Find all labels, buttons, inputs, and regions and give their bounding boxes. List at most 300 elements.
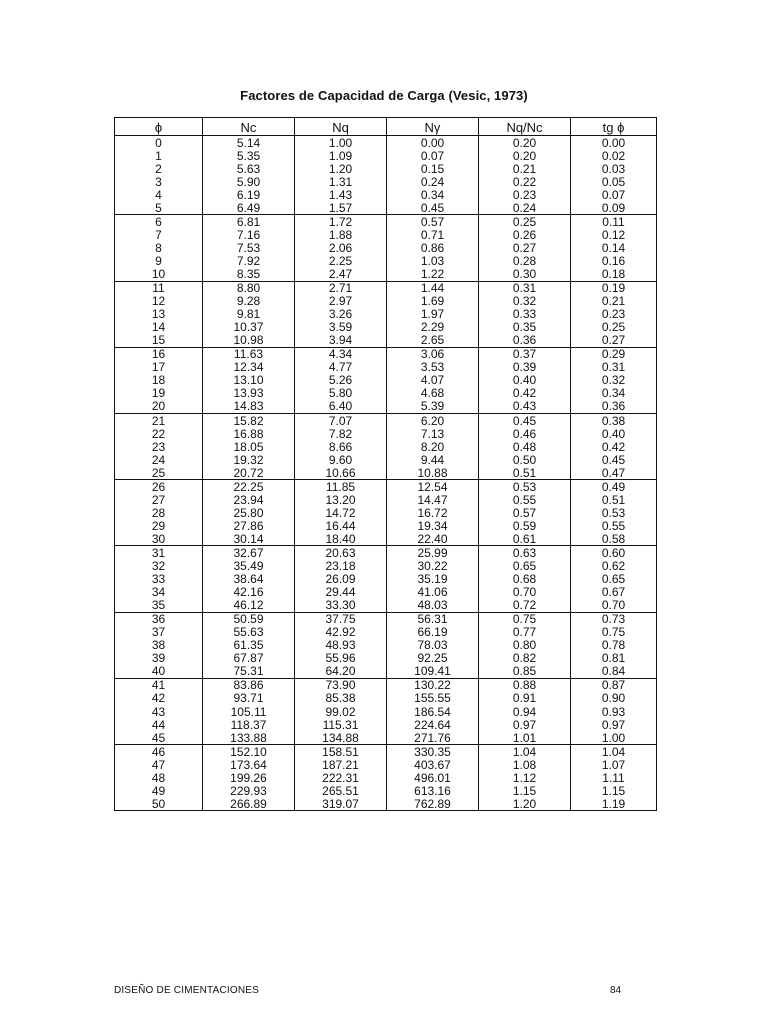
cell-nq: 7.82 [295,427,387,440]
cell-ngamma: 330.35 [387,745,479,759]
cell-ngamma: 2.65 [387,334,479,348]
cell-nc: 9.28 [203,295,295,308]
cell-tg-phi: 0.65 [571,573,657,586]
cell-ngamma: 224.64 [387,718,479,731]
cell-nq: 18.40 [295,532,387,546]
cell-ngamma: 78.03 [387,639,479,652]
cell-nq-nc: 0.33 [479,308,571,321]
cell-nc: 50.59 [203,612,295,626]
cell-ngamma: 4.68 [387,387,479,400]
cell-nc: 8.80 [203,281,295,295]
cell-ngamma: 19.34 [387,519,479,532]
cell-phi: 19 [115,387,203,400]
cell-nq-nc: 0.45 [479,413,571,427]
cell-nq: 73.90 [295,678,387,692]
cell-nq-nc: 0.80 [479,639,571,652]
cell-nq-nc: 0.88 [479,678,571,692]
cell-nq-nc: 0.85 [479,665,571,679]
table-row [115,758,657,771]
cell-ngamma: 1.03 [387,254,479,267]
cell-phi: 36 [115,612,203,626]
cell-phi: 24 [115,453,203,466]
cell-nq-nc: 1.12 [479,771,571,784]
cell-nc: 5.14 [203,136,295,150]
cell-ngamma: 30.22 [387,560,479,573]
cell-nq-nc: 1.04 [479,745,571,759]
cell-phi: 44 [115,718,203,731]
table-row [115,374,657,387]
cell-nq-nc: 0.20 [479,136,571,150]
cell-tg-phi: 0.51 [571,493,657,506]
table-row [115,427,657,440]
cell-tg-phi: 0.75 [571,626,657,639]
table-row [115,295,657,308]
cell-nq-nc: 0.65 [479,560,571,573]
cell-nq-nc: 1.15 [479,784,571,797]
table-row [115,639,657,652]
cell-tg-phi: 0.42 [571,440,657,453]
table-row [115,228,657,241]
cell-tg-phi: 0.67 [571,586,657,599]
table-row [115,626,657,639]
cell-ngamma: 186.54 [387,705,479,718]
table-row [115,612,657,626]
cell-nq-nc: 0.94 [479,705,571,718]
cell-nc: 22.25 [203,480,295,494]
cell-nq-nc: 0.40 [479,374,571,387]
cell-phi: 5 [115,201,203,215]
cell-nc: 5.90 [203,175,295,188]
cell-tg-phi: 1.04 [571,745,657,759]
cell-ngamma: 16.72 [387,506,479,519]
cell-nq: 2.97 [295,295,387,308]
cell-ngamma: 0.24 [387,175,479,188]
table-row [115,546,657,560]
cell-nq: 3.94 [295,334,387,348]
cell-ngamma: 0.86 [387,241,479,254]
cell-nq: 4.34 [295,347,387,361]
cell-nq: 37.75 [295,612,387,626]
cell-nc: 7.92 [203,254,295,267]
cell-nq-nc: 0.68 [479,573,571,586]
cell-nq: 64.20 [295,665,387,679]
cell-phi: 13 [115,308,203,321]
cell-nc: 42.16 [203,586,295,599]
cell-nq-nc: 0.25 [479,215,571,229]
cell-phi: 7 [115,228,203,241]
cell-nq-nc: 0.97 [479,718,571,731]
cell-tg-phi: 0.84 [571,665,657,679]
cell-phi: 28 [115,506,203,519]
table-row [115,692,657,705]
table-row [115,745,657,759]
table-row [115,453,657,466]
cell-tg-phi: 0.18 [571,267,657,281]
cell-phi: 40 [115,665,203,679]
table-row [115,665,657,679]
cell-ngamma: 0.15 [387,162,479,175]
header-nc: Nc [203,118,295,136]
cell-tg-phi: 0.93 [571,705,657,718]
table-row [115,413,657,427]
cell-phi: 29 [115,519,203,532]
cell-tg-phi: 0.81 [571,652,657,665]
cell-nq: 2.71 [295,281,387,295]
table-row [115,573,657,586]
cell-nq: 16.44 [295,519,387,532]
table-row [115,162,657,175]
cell-nq-nc: 0.32 [479,295,571,308]
cell-nq: 5.80 [295,387,387,400]
table-row [115,321,657,334]
cell-nc: 10.37 [203,321,295,334]
cell-ngamma: 9.44 [387,453,479,466]
cell-phi: 4 [115,188,203,201]
cell-nq-nc: 0.53 [479,480,571,494]
cell-nc: 12.34 [203,361,295,374]
table-row [115,281,657,295]
table-row [115,784,657,797]
cell-nq-nc: 0.82 [479,652,571,665]
cell-phi: 9 [115,254,203,267]
cell-nq: 6.40 [295,400,387,414]
cell-nq-nc: 0.61 [479,532,571,546]
cell-nq-nc: 0.51 [479,466,571,480]
cell-nq-nc: 0.31 [479,281,571,295]
cell-nc: 25.80 [203,506,295,519]
cell-nc: 7.53 [203,241,295,254]
cell-ngamma: 271.76 [387,731,479,745]
table-row [115,387,657,400]
table-row [115,466,657,480]
cell-phi: 3 [115,175,203,188]
cell-nc: 13.93 [203,387,295,400]
cell-phi: 6 [115,215,203,229]
cell-ngamma: 1.97 [387,308,479,321]
cell-ngamma: 3.06 [387,347,479,361]
cell-nc: 32.67 [203,546,295,560]
header-phi: ϕ [115,118,203,136]
table-row [115,493,657,506]
cell-tg-phi: 0.27 [571,334,657,348]
cell-nc: 20.72 [203,466,295,480]
table-row [115,586,657,599]
cell-tg-phi: 0.14 [571,241,657,254]
cell-nc: 27.86 [203,519,295,532]
cell-ngamma: 1.69 [387,295,479,308]
cell-phi: 42 [115,692,203,705]
cell-ngamma: 109.41 [387,665,479,679]
cell-nc: 14.83 [203,400,295,414]
cell-nq-nc: 0.59 [479,519,571,532]
cell-phi: 50 [115,797,203,811]
table-row [115,532,657,546]
cell-nc: 9.81 [203,308,295,321]
cell-nq: 5.26 [295,374,387,387]
table-row [115,440,657,453]
table-row [115,705,657,718]
cell-phi: 23 [115,440,203,453]
cell-phi: 18 [115,374,203,387]
header-row [115,118,657,136]
cell-phi: 35 [115,599,203,613]
cell-nq: 9.60 [295,453,387,466]
cell-nq-nc: 0.57 [479,506,571,519]
cell-nq-nc: 0.72 [479,599,571,613]
cell-nq-nc: 0.22 [479,175,571,188]
cell-nq-nc: 0.48 [479,440,571,453]
table-row [115,678,657,692]
cell-nq: 1.72 [295,215,387,229]
cell-nq: 1.00 [295,136,387,150]
cell-tg-phi: 0.62 [571,560,657,573]
table-header [115,118,657,136]
cell-nq: 8.66 [295,440,387,453]
cell-ngamma: 41.06 [387,586,479,599]
cell-nc: 61.35 [203,639,295,652]
cell-nq: 2.25 [295,254,387,267]
cell-ngamma: 2.29 [387,321,479,334]
cell-phi: 39 [115,652,203,665]
cell-ngamma: 613.16 [387,784,479,797]
cell-tg-phi: 0.07 [571,188,657,201]
cell-ngamma: 35.19 [387,573,479,586]
cell-nq: 7.07 [295,413,387,427]
cell-ngamma: 7.13 [387,427,479,440]
cell-tg-phi: 0.03 [571,162,657,175]
cell-tg-phi: 1.19 [571,797,657,811]
cell-phi: 12 [115,295,203,308]
cell-phi: 21 [115,413,203,427]
cell-nc: 6.49 [203,201,295,215]
cell-nc: 38.64 [203,573,295,586]
table-row [115,599,657,613]
table-row [115,188,657,201]
cell-nq-nc: 0.26 [479,228,571,241]
cell-ngamma: 155.55 [387,692,479,705]
cell-ngamma: 130.22 [387,678,479,692]
cell-nc: 35.49 [203,560,295,573]
table-row [115,267,657,281]
cell-tg-phi: 0.58 [571,532,657,546]
cell-nq: 1.20 [295,162,387,175]
cell-ngamma: 25.99 [387,546,479,560]
cell-nc: 15.82 [203,413,295,427]
cell-nq: 4.77 [295,361,387,374]
cell-ngamma: 0.07 [387,149,479,162]
cell-nq-nc: 1.08 [479,758,571,771]
cell-phi: 45 [115,731,203,745]
header-tg-phi: tg ϕ [571,118,657,136]
cell-nq: 1.43 [295,188,387,201]
cell-tg-phi: 0.21 [571,295,657,308]
cell-nq: 23.18 [295,560,387,573]
table-row [115,347,657,361]
cell-nq-nc: 0.50 [479,453,571,466]
cell-tg-phi: 0.53 [571,506,657,519]
cell-ngamma: 403.67 [387,758,479,771]
cell-tg-phi: 0.09 [571,201,657,215]
cell-nc: 152.10 [203,745,295,759]
cell-tg-phi: 1.00 [571,731,657,745]
table-row [115,718,657,731]
cell-nq-nc: 0.43 [479,400,571,414]
cell-ngamma: 0.45 [387,201,479,215]
cell-tg-phi: 0.87 [571,678,657,692]
cell-tg-phi: 0.97 [571,718,657,731]
cell-ngamma: 22.40 [387,532,479,546]
cell-nc: 6.19 [203,188,295,201]
cell-nq: 10.66 [295,466,387,480]
cell-ngamma: 0.71 [387,228,479,241]
cell-ngamma: 66.19 [387,626,479,639]
cell-nq: 1.57 [295,201,387,215]
cell-ngamma: 14.47 [387,493,479,506]
cell-tg-phi: 0.73 [571,612,657,626]
cell-phi: 49 [115,784,203,797]
cell-nq-nc: 0.23 [479,188,571,201]
header-nq: Nq [295,118,387,136]
table-row [115,308,657,321]
cell-nq: 1.09 [295,149,387,162]
cell-phi: 26 [115,480,203,494]
cell-nq-nc: 0.21 [479,162,571,175]
cell-tg-phi: 0.23 [571,308,657,321]
cell-tg-phi: 0.29 [571,347,657,361]
cell-phi: 30 [115,532,203,546]
cell-phi: 47 [115,758,203,771]
cell-phi: 11 [115,281,203,295]
cell-nq-nc: 0.55 [479,493,571,506]
table-row [115,136,657,150]
cell-ngamma: 8.20 [387,440,479,453]
cell-nc: 13.10 [203,374,295,387]
table-body [115,136,657,811]
cell-nq-nc: 1.20 [479,797,571,811]
cell-nq-nc: 0.24 [479,201,571,215]
cell-tg-phi: 0.60 [571,546,657,560]
cell-nc: 11.63 [203,347,295,361]
cell-nq: 33.30 [295,599,387,613]
cell-nq-nc: 0.36 [479,334,571,348]
cell-nq: 55.96 [295,652,387,665]
cell-nq: 319.07 [295,797,387,811]
cell-tg-phi: 0.40 [571,427,657,440]
cell-nq: 2.47 [295,267,387,281]
cell-nq: 42.92 [295,626,387,639]
cell-nq: 1.31 [295,175,387,188]
cell-nc: 46.12 [203,599,295,613]
cell-ngamma: 4.07 [387,374,479,387]
cell-nc: 133.88 [203,731,295,745]
table-row [115,797,657,811]
cell-nc: 93.71 [203,692,295,705]
cell-phi: 16 [115,347,203,361]
cell-ngamma: 92.25 [387,652,479,665]
cell-ngamma: 496.01 [387,771,479,784]
table-row [115,334,657,348]
cell-nc: 5.63 [203,162,295,175]
cell-tg-phi: 0.47 [571,466,657,480]
cell-nc: 67.87 [203,652,295,665]
cell-nq-nc: 0.42 [479,387,571,400]
cell-nc: 7.16 [203,228,295,241]
cell-nq: 20.63 [295,546,387,560]
table-row [115,361,657,374]
cell-nq-nc: 0.75 [479,612,571,626]
cell-nq-nc: 0.91 [479,692,571,705]
table-row [115,241,657,254]
cell-tg-phi: 0.19 [571,281,657,295]
cell-nc: 199.26 [203,771,295,784]
cell-phi: 38 [115,639,203,652]
cell-nq: 265.51 [295,784,387,797]
cell-nq-nc: 1.01 [479,731,571,745]
cell-nc: 83.86 [203,678,295,692]
footer-page-number: 84 [610,985,622,996]
cell-nc: 19.32 [203,453,295,466]
cell-tg-phi: 0.70 [571,599,657,613]
cell-nq-nc: 0.27 [479,241,571,254]
cell-phi: 14 [115,321,203,334]
table-row [115,519,657,532]
cell-nq-nc: 0.35 [479,321,571,334]
cell-phi: 37 [115,626,203,639]
cell-phi: 2 [115,162,203,175]
cell-nq: 1.88 [295,228,387,241]
cell-nq: 29.44 [295,586,387,599]
cell-nq-nc: 0.63 [479,546,571,560]
cell-tg-phi: 1.11 [571,771,657,784]
cell-phi: 48 [115,771,203,784]
cell-nq: 115.31 [295,718,387,731]
table-row [115,149,657,162]
cell-tg-phi: 0.38 [571,413,657,427]
cell-nc: 105.11 [203,705,295,718]
table-row [115,652,657,665]
cell-phi: 1 [115,149,203,162]
table-row [115,215,657,229]
cell-phi: 41 [115,678,203,692]
cell-nq: 85.38 [295,692,387,705]
cell-tg-phi: 0.49 [571,480,657,494]
cell-phi: 32 [115,560,203,573]
cell-nq: 3.59 [295,321,387,334]
table-row [115,506,657,519]
cell-nc: 173.64 [203,758,295,771]
cell-phi: 43 [115,705,203,718]
cell-nc: 16.88 [203,427,295,440]
table-row [115,254,657,267]
cell-nq-nc: 0.30 [479,267,571,281]
cell-ngamma: 0.57 [387,215,479,229]
cell-tg-phi: 1.07 [571,758,657,771]
footer-document-title: DISEÑO DE CIMENTACIONES [114,985,259,996]
cell-ngamma: 12.54 [387,480,479,494]
table-row [115,400,657,414]
bearing-capacity-factors-table [114,117,657,811]
cell-ngamma: 56.31 [387,612,479,626]
cell-phi: 0 [115,136,203,150]
cell-nq: 99.02 [295,705,387,718]
cell-tg-phi: 0.55 [571,519,657,532]
cell-nc: 30.14 [203,532,295,546]
cell-tg-phi: 0.34 [571,387,657,400]
cell-nq-nc: 0.39 [479,361,571,374]
cell-tg-phi: 0.05 [571,175,657,188]
cell-nq: 11.85 [295,480,387,494]
cell-nq-nc: 0.20 [479,149,571,162]
